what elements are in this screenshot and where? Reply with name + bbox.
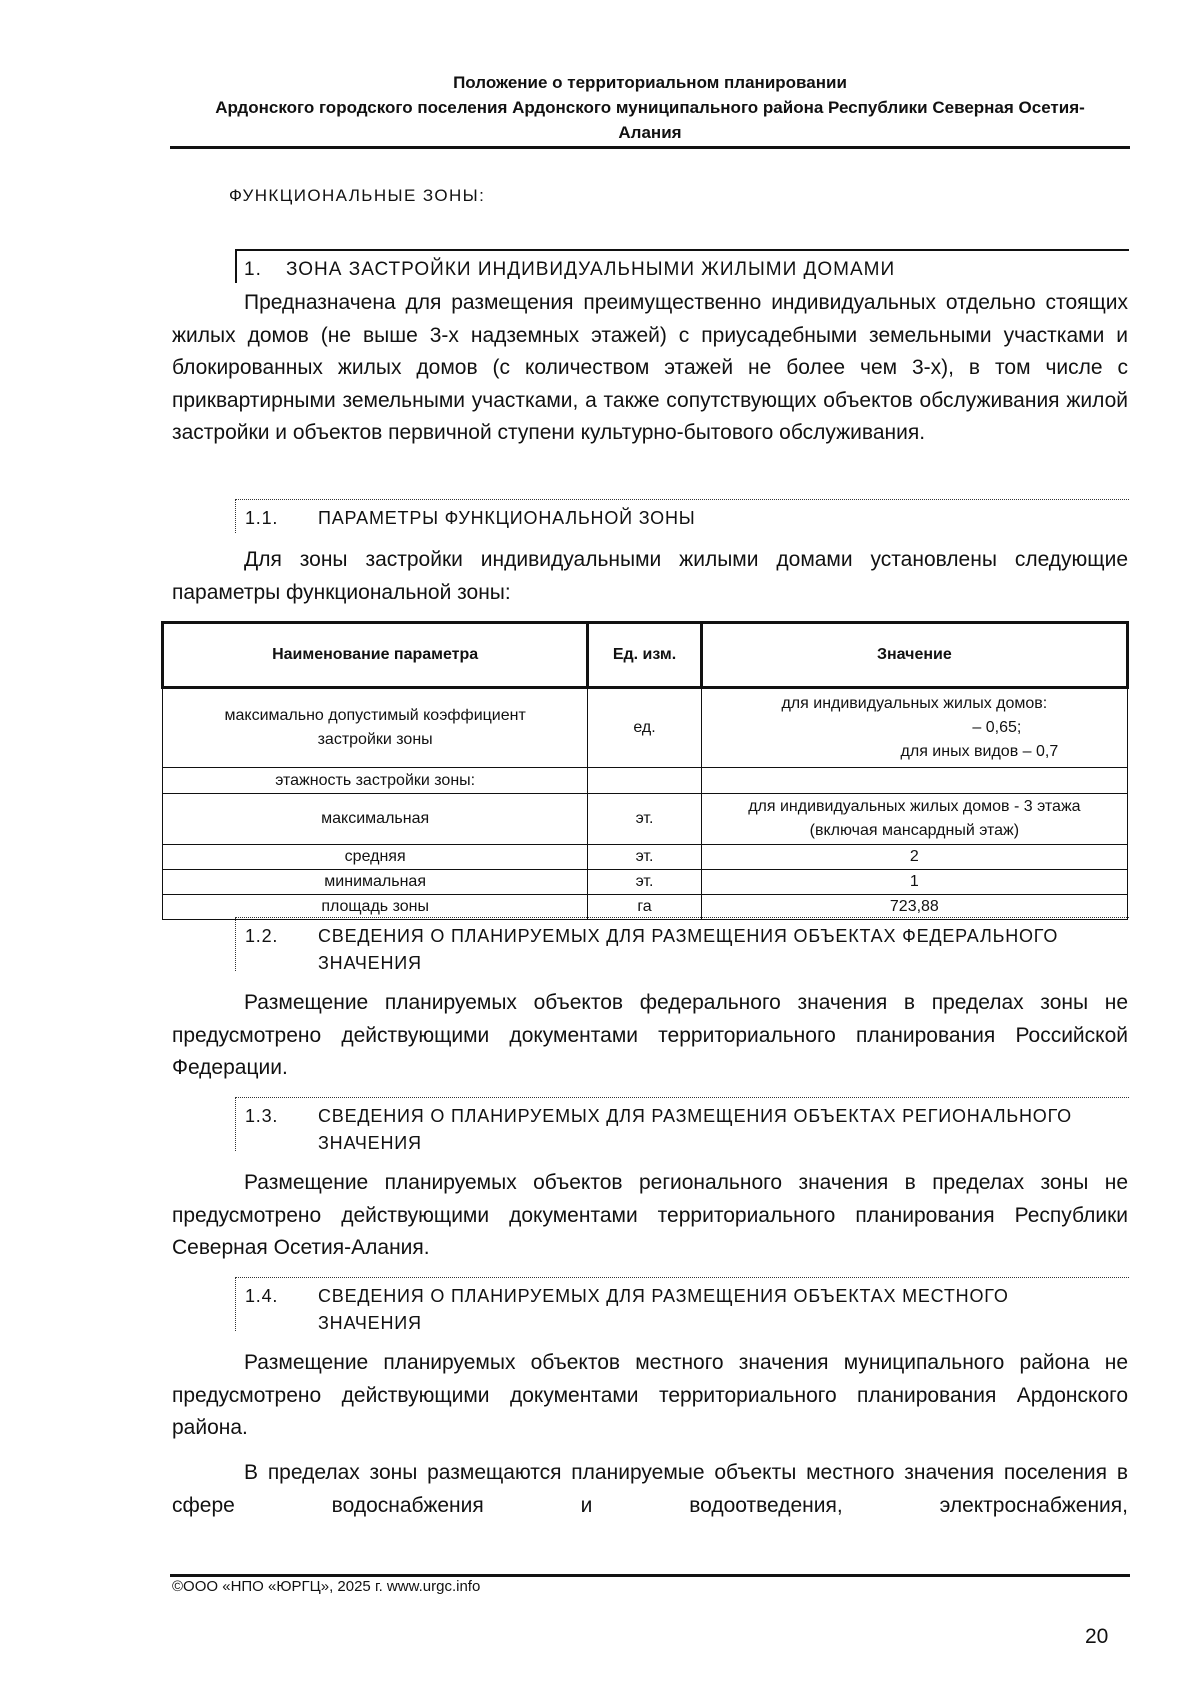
column-header-unit: Ед. изм. [588, 623, 701, 688]
parameter-value [701, 768, 1127, 794]
subsection-heading-1-3 [235, 1097, 1129, 1151]
column-header-value: Значение [701, 623, 1127, 688]
regional-objects-paragraph [172, 1167, 1128, 1265]
subsection-heading-1-1 [235, 499, 1129, 533]
parameter-name: минимальная [163, 870, 588, 895]
parameter-name: максимально допустимый коэффициент застройки зоны [163, 688, 588, 768]
subsection-number: 1.4. [245, 1286, 279, 1306]
table-row [163, 688, 1128, 768]
parameters-intro-paragraph [172, 544, 1128, 609]
local-objects-text: Размещение планируемых объектов местного значения муниципального района не предусмотрено действующими документами территориального планирования Ардонского района. [172, 1351, 1128, 1439]
subsection-number: 1.2. [245, 926, 279, 946]
federal-objects-paragraph [172, 987, 1128, 1085]
parameter-unit: эт. [588, 794, 701, 845]
section-caption: ФУНКЦИОНАЛЬНЫЕ ЗОНЫ: [229, 186, 486, 205]
table-row [163, 768, 1128, 794]
zone-heading [235, 249, 1129, 283]
table-header-row [163, 623, 1128, 688]
table-row [163, 895, 1128, 920]
subsection-title: СВЕДЕНИЯ О ПЛАНИРУЕМЫХ ДЛЯ РАЗМЕЩЕНИЯ ОБЪЕКТАХ МЕСТНОГО ЗНАЧЕНИЯ [318, 1286, 1009, 1333]
subsection-title: СВЕДЕНИЯ О ПЛАНИРУЕМЫХ ДЛЯ РАЗМЕЩЕНИЯ ОБЪЕКТАХ РЕГИОНАЛЬНОГО ЗНАЧЕНИЯ [318, 1106, 1072, 1153]
footer-divider [170, 1574, 1130, 1577]
parameter-name: максимальная [163, 794, 588, 845]
parameter-unit: ед. [588, 688, 701, 768]
table-row [163, 794, 1128, 845]
footer-copyright: ©ООО «НПО «ЮРГЦ», 2025 г. www.urgc.info [172, 1578, 481, 1595]
parameter-value: 1 [701, 870, 1127, 895]
zone-description-paragraph [172, 287, 1128, 450]
subsection-number: 1.1. [245, 508, 279, 528]
column-header-parameter: Наименование параметра [163, 623, 588, 688]
parameter-name: этажность застройки зоны: [163, 768, 588, 794]
table-row [163, 870, 1128, 895]
federal-objects-text: Размещение планируемых объектов федерального значения в пределах зоны не предусмотрено действующими документами территориального планирования Российской Федерации. [172, 991, 1128, 1079]
parameter-unit [588, 768, 701, 794]
page-number: 20 [1085, 1625, 1109, 1648]
regional-objects-text: Размещение планируемых объектов регионального значения в пределах зоны не предусмотрено действующими документами территориального планирования Республики Северная Осетия-Алания. [172, 1171, 1128, 1259]
parameter-value: 723,88 [701, 895, 1127, 920]
parameters-table [161, 621, 1129, 920]
zone-number: 1. [244, 259, 262, 280]
local-objects-paragraph-2 [172, 1457, 1128, 1522]
parameter-value: для индивидуальных жилых домов: – 0,65; для иных видов – 0,7 [701, 688, 1127, 768]
header-title-line: Ардонского городского поселения Ардонского муниципального района Республики Северная Осетия- [215, 98, 1085, 117]
page-header [170, 70, 1130, 145]
zone-title: ЗОНА ЗАСТРОЙКИ ИНДИВИДУАЛЬНЫМИ ЖИЛЫМИ ДОМАМИ [286, 259, 896, 280]
table-row [163, 845, 1128, 870]
header-divider [170, 146, 1130, 149]
subsection-number: 1.3. [245, 1106, 279, 1126]
local-objects-paragraph [172, 1347, 1128, 1445]
subsection-title: ПАРАМЕТРЫ ФУНКЦИОНАЛЬНОЙ ЗОНЫ [318, 508, 696, 528]
parameter-unit: эт. [588, 870, 701, 895]
parameter-name: площадь зоны [163, 895, 588, 920]
header-title-line: Алания [618, 123, 682, 142]
subsection-heading-1-4 [235, 1277, 1129, 1331]
parameters-intro: Для зоны застройки индивидуальными жилыми домами установлены следующие параметры функциональной зоны: [172, 548, 1128, 604]
subsection-title: СВЕДЕНИЯ О ПЛАНИРУЕМЫХ ДЛЯ РАЗМЕЩЕНИЯ ОБЪЕКТАХ ФЕДЕРАЛЬНОГО ЗНАЧЕНИЯ [318, 926, 1059, 973]
parameter-unit: га [588, 895, 701, 920]
subsection-heading-1-2 [235, 917, 1129, 971]
zone-description: Предназначена для размещения преимущественно индивидуальных отдельно стоящих жилых домов (не выше 3-х надземных этажей) с приусадебными земельными участками и блокированных жилых домов (с количеством этажей не более чем 3-х), в том числе с приквартирными земельными участками, а также сопутствующих объектов обслуживания жилой застройки и объектов первичной ступени культурно-бытового обслуживания. [172, 291, 1128, 444]
parameter-unit: эт. [588, 845, 701, 870]
parameter-name: средняя [163, 845, 588, 870]
parameter-value: 2 [701, 845, 1127, 870]
parameter-value: для индивидуальных жилых домов - 3 этажа (включая мансардный этаж) [701, 794, 1127, 845]
header-title-line: Положение о территориальном планировании [453, 73, 847, 92]
local-objects-text-2: В пределах зоны размещаются планируемые объекты местного значения поселения в сфере водоснабжения и водоотведения, электроснабжения, [172, 1461, 1128, 1517]
